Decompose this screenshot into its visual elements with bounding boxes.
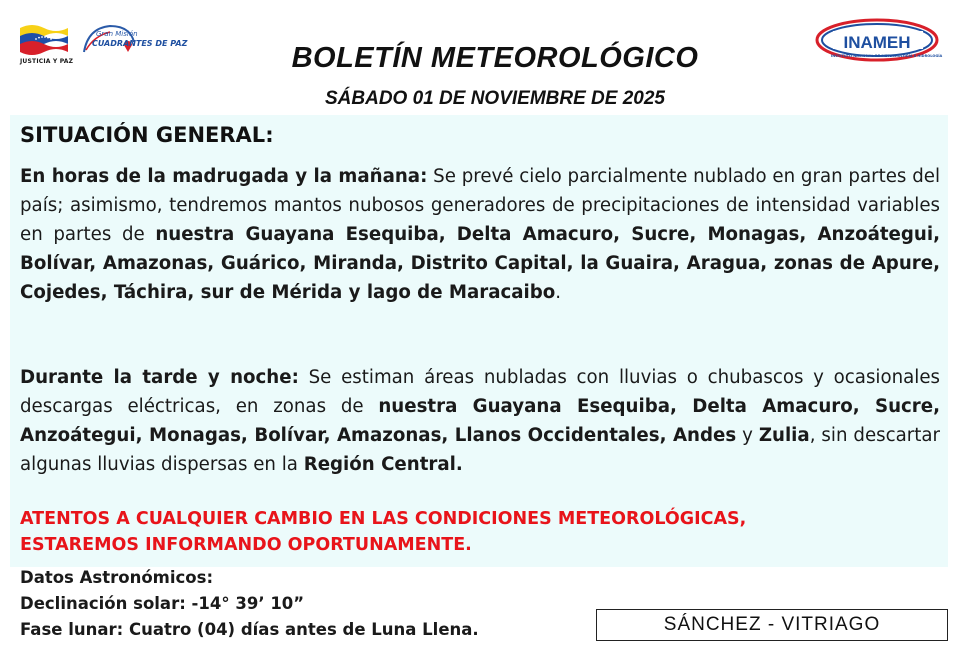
inameh-wordmark: INAMEH [843, 33, 911, 52]
afternoon-regions: nuestra Guayana Esequiba, Delta Amacuro, Sucre, Anzoátegui, Monagas, Bolívar, Amazonas, Llanos Occidentales, Andes [20, 396, 941, 446]
alert-line-1: ATENTOS A CUALQUIER CAMBIO EN LAS CONDICIONES METEOROLÓGICAS, [20, 509, 747, 529]
morning-text: Se prevé cielo parcialmente nublado en gran partes del país; asimismo, tendremos mantos nubosos generadores de precipitaciones de intensidad variables en partes de [20, 166, 940, 245]
afternoon-text2: , sin descartar algunas lluvias dispersas en la [20, 425, 940, 475]
section-heading: SITUACIÓN GENERAL: [20, 123, 274, 147]
gran-mision-label: Gran Misión [96, 30, 138, 38]
morning-forecast [20, 162, 940, 307]
inameh-subtitle: INSTITUTO NACIONAL DE METEOROLOGÍA E HIDROLOGÍA [831, 54, 943, 58]
afternoon-lead: Durante la tarde y noche: [20, 367, 299, 388]
moon-phase: Fase lunar: Cuatro (04) días antes de Luna Llena. [20, 620, 479, 639]
morning-regions: nuestra Guayana Esequiba, Delta Amacuro, Sucre, Monagas, Anzoátegui, Bolívar, Amazonas, Guárico, Miranda, Distrito Capital, la Guaira, Aragua, zonas de Apure, Cojedes, Táchira, sur de Mérida y lago de Maracaibo [20, 224, 940, 303]
author-box: SÁNCHEZ - VITRIAGO [596, 609, 948, 641]
bulletin-date: SÁBADO 01 DE NOVIEMBRE DE 2025 [325, 88, 665, 109]
morning-lead: En horas de la madrugada y la mañana: [20, 166, 428, 187]
afternoon-text: Se estiman áreas nubladas con lluvias o chubascos y ocasionales descargas eléctricas, en zonas de [20, 367, 940, 417]
afternoon-region-central: Región Central. [303, 454, 463, 475]
alert-notice [20, 506, 746, 558]
cuadrantes-paz-label: CUADRANTES DE PAZ [92, 39, 188, 48]
afternoon-region-last: Zulia [758, 425, 810, 446]
justicia-paz-label: JUSTICIA Y PAZ [20, 58, 74, 65]
astronomical-data [20, 565, 479, 643]
alert-line-2: ESTAREMOS INFORMANDO OPORTUNAMENTE. [20, 535, 472, 555]
afternoon-forecast [20, 363, 940, 479]
astro-title: Datos Astronómicos: [20, 568, 214, 587]
page-title: BOLETÍN METEOROLÓGICO [291, 42, 699, 74]
morning-end: . [555, 282, 562, 303]
afternoon-and: y [736, 425, 759, 446]
solar-declination: Declinación solar: -14° 39’ 10” [20, 594, 305, 613]
